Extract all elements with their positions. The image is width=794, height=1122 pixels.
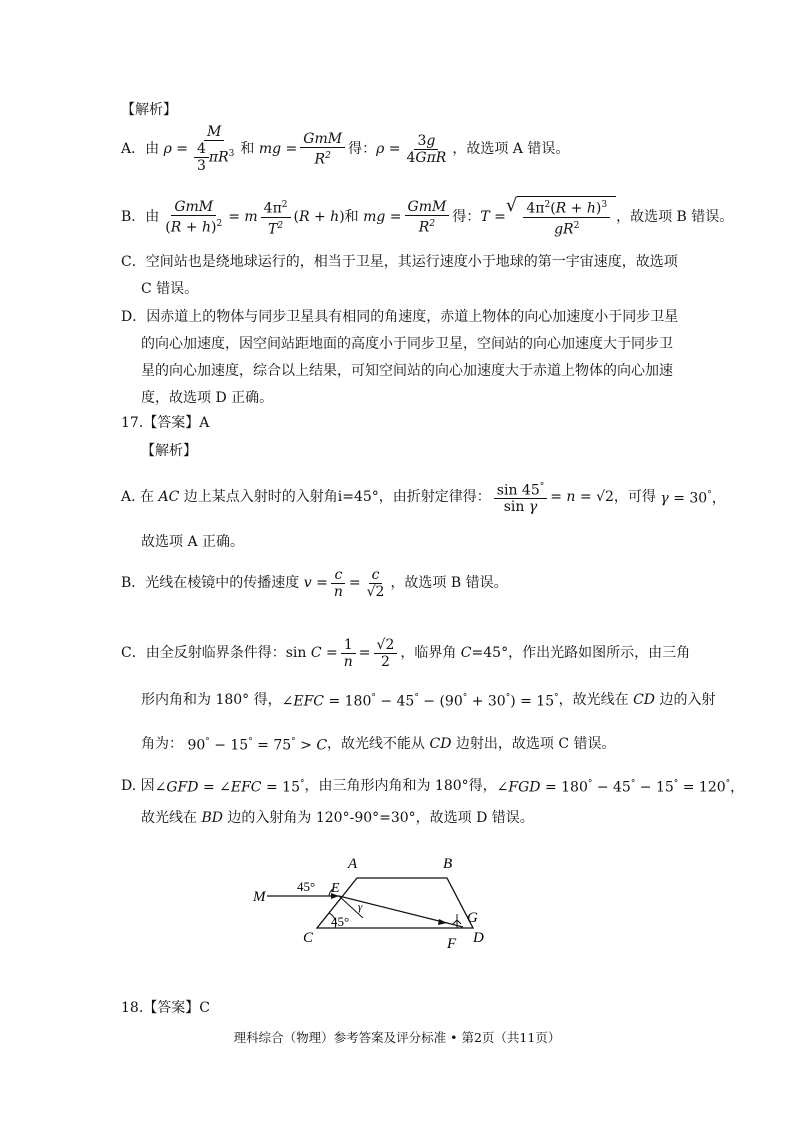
option-conclusion: ，故选项 B 错误。 — [390, 575, 508, 591]
page-footer: 理科综合（物理）参考答案及评分标准 • 第2页（共11页） — [233, 1030, 561, 1045]
option-conclusion: ，故选项 A 错误。 — [452, 141, 570, 157]
option-d-16-line4: 度，故选项 D 正确。 — [141, 390, 274, 406]
prism-light-path-figure — [245, 848, 505, 958]
option-text: ，故光线在 — [558, 691, 629, 708]
option-c-16-line1: C．空间站也是绕地球运行的，相当于卫星，其运行速度小于地球的第一宇宙速度，故选项 — [121, 254, 678, 270]
option-conclusion: 边射出，故选项 C 错误。 — [455, 735, 616, 752]
connector-text: 得： — [452, 209, 481, 225]
option-d-16-line2: 的向心加速度，因空间站距地面的高度小于同步卫星，空间站的向心加速度大于同步卫 — [141, 336, 673, 352]
option-a-17: A. 在 AC 边上某点入射时的入射角 i=45° ，由折射定律得： $\frac{\sin 45^\circ}{\text{sin γ}}$ = n = √2 ，可得 γ = 30°， — [121, 474, 726, 520]
option-c-17-line2: 形内角和为 180° 得， ∠EFC = 180° − 45° − (90° + 30°) = 15° ，故光线在 CD 边的入射 — [141, 691, 716, 710]
option-a-17-line2: 故选项 A 正确。 — [141, 534, 245, 550]
label-g: G — [467, 910, 478, 926]
label-c: C — [303, 930, 314, 946]
angle-label-bottom: 45° — [331, 914, 350, 929]
option-c-16-line2: C 错误。 — [141, 281, 199, 297]
analysis-label: 【解析】 — [121, 102, 177, 118]
option-text: D. 因 — [121, 777, 155, 794]
option-text: 边上某点入射时的入射角 — [183, 489, 338, 505]
refracted-ray-arrow — [438, 919, 447, 925]
option-text: ，由三角形内角和为 180°得， — [304, 777, 497, 794]
option-text: 边的入射 — [659, 691, 716, 708]
connector-text: 和 — [240, 141, 255, 157]
option-label: B．由 — [121, 209, 160, 225]
option-text: =45°，作出光路如图所示，由三角 — [471, 645, 691, 661]
option-c-17: C．由全反射临界条件得： sin C = $\frac{1}{n}$ = $\frac{√2}{2}$ ，临界角 C =45°，作出光路如图所示，由三角 — [121, 636, 691, 670]
option-text: ，故光线不能从 — [327, 735, 426, 752]
label-m: M — [253, 889, 266, 905]
option-b-16: B．由 $\frac{\text{GmM}}{(R + h)^2}$ = m $\frac{4\pi^2}{T^2}$ (R + h) 和 mg = $\frac{\text{GmM}}{R^2}$ 得： T = √ $\frac{4\pi^2(R + h)^3}{gR^2}$ ，故选项 B 错误。 — [121, 195, 734, 238]
connector-text: 得： — [348, 141, 377, 157]
option-conclusion: 边的入射角为 120°-90°=30°，故选项 D 错误。 — [227, 810, 534, 826]
option-text: ，临界角 — [400, 645, 457, 661]
option-label: A．由 — [121, 141, 160, 157]
connector-text: 和 — [344, 209, 359, 225]
q17-analysis-label: 【解析】 — [141, 443, 197, 459]
option-text: 形内角和为 180° 得， — [141, 691, 282, 708]
option-d-16-line1: D．因赤道上的物体与同步卫星具有相同的角速度，赤道上物体的向心加速度小于同步卫星 — [121, 309, 679, 325]
label-e: E — [331, 881, 340, 896]
label-b: B — [443, 856, 453, 872]
label-f: F — [447, 936, 457, 952]
angle-label-gamma: γ — [358, 901, 363, 913]
label-a: A — [348, 856, 358, 872]
option-d-17: D. 因 ∠GFD = ∠EFC = 15° ，由三角形内角和为 180°得， ∠FGD = 180° − 45° − 15° = 120°， — [121, 777, 745, 796]
sqrt-expression: √ $\frac{4\pi^2(R + h)^3}{gR^2}$ — [506, 196, 616, 237]
option-d-16-line3: 星的向心加速度，综合以上结果，可知空间站的向心加速度大于赤道上物体的向心加速 — [141, 363, 673, 379]
label-d: D — [473, 930, 484, 946]
option-text: B．光线在棱镜中的传播速度 — [121, 575, 300, 591]
option-d-17-line2: 故光线在 BD 边的入射角为 120°-90°=30°，故选项 D 错误。 — [141, 810, 534, 826]
incident-angle: i=45° — [337, 489, 379, 505]
q18-answer: 18.【答案】C — [121, 1000, 210, 1016]
option-text: 角为： — [141, 735, 183, 752]
option-text: ，可得 — [613, 489, 656, 505]
option-conclusion: ，故选项 B 错误。 — [616, 209, 734, 225]
option-b-17: B．光线在棱镜中的传播速度 v = $\frac{c}{n}$ = $\frac{c}{√2}$ ，故选项 B 错误。 — [121, 566, 508, 600]
option-c-17-line3: 角为： 90° − 15° = 75° > C ，故光线不能从 CD 边射出，故选项 C 错误。 — [141, 735, 616, 754]
option-text: C．由全反射临界条件得： — [121, 645, 286, 661]
option-text: 故光线在 — [141, 810, 197, 826]
option-text: ，由折射定律得： — [378, 489, 491, 505]
angle-label-top: 45° — [297, 879, 316, 894]
option-label: A. 在 — [121, 489, 155, 505]
q17-answer: 17.【答案】A — [121, 415, 210, 431]
option-a-16: A．由 ρ = M $\frac{4}{3}$ $\pi R^3$ 和 mg = $\frac{\text{GmM}}{R^2}$ 得： ρ = $\frac{3g}{\text{4GπR}}$ ，故选项 A 错误。 — [121, 124, 570, 174]
density-fraction: M $\frac{4}{3}$ $\pi R^3$ — [191, 124, 237, 174]
